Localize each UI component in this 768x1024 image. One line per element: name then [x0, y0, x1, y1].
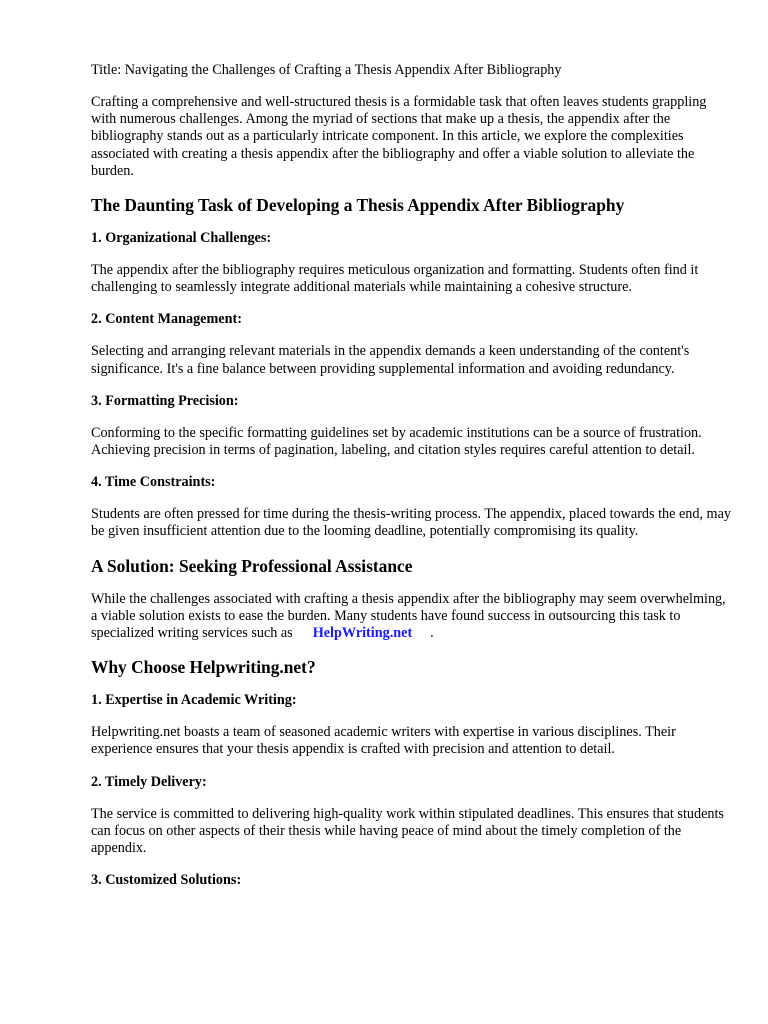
solution-trailing-period: . — [430, 625, 434, 642]
section-heading-solution: A Solution: Seeking Professional Assistance — [91, 555, 413, 576]
paragraph-formatting-precision: Conforming to the specific formatting guidelines set by academic institutions can be a source of frustration. Achieving precision in terms of pagination, labeling, and citation styles requires careful attention to detail. — [91, 424, 702, 459]
subheading-timely-delivery: 2. Timely Delivery: — [91, 773, 207, 790]
subheading-content-management: 2. Content Management: — [91, 311, 242, 328]
section-heading-why-choose: Why Choose Helpwriting.net? — [91, 657, 316, 678]
paragraph-timely-delivery: The service is committed to delivering high-quality work within stipulated deadlines. This ensures that students can focus on other aspects of their thesis while having peace of mind about the timely completion of the appendix. — [91, 805, 724, 857]
title-line: Title: Navigating the Challenges of Crafting a Thesis Appendix After Bibliography — [91, 62, 562, 78]
paragraph-organizational-challenges: The appendix after the bibliography requires meticulous organization and formatting. Students often find it challenging to seamlessly integrate additional materials while maintaining a cohesive structure. — [91, 262, 699, 296]
subheading-time-constraints: 4. Time Constraints: — [91, 474, 216, 491]
section-heading-daunting-task: The Daunting Task of Developing a Thesis Appendix After Bibliography — [91, 195, 625, 216]
subheading-customized-solutions: 3. Customized Solutions: — [91, 872, 242, 889]
paragraph-time-constraints: Students are often pressed for time during the thesis-writing process. The appendix, placed towards the end, may be given insufficient attention due to the looming deadline, potentially compromising its quality. — [91, 506, 731, 540]
document-page — [91, 62, 731, 904]
paragraph-expertise: Helpwriting.net boasts a team of seasoned academic writers with expertise in various disciplines. Their experience ensures that your thesis appendix is crafted with precision and attention to detail. — [91, 724, 676, 758]
solution-text: While the challenges associated with crafting a thesis appendix after the bibliography may seem overwhelming, a viable solution exists to ease the burden. Many students have found success in outsourcing this task to specialized writing services such as — [91, 590, 726, 642]
helpwriting-link[interactable]: HelpWriting.net — [312, 625, 413, 642]
paragraph-content-management: Selecting and arranging relevant materials in the appendix demands a keen understanding of the content's significance. It's a fine balance between providing supplemental information and avoiding redundancy. — [91, 343, 690, 377]
paragraph-solution — [91, 591, 731, 643]
subheading-expertise: 1. Expertise in Academic Writing: — [91, 692, 297, 709]
intro-paragraph: Crafting a comprehensive and well-structured thesis is a formidable task that often leaves students grappling with numerous challenges. Among the myriad of sections that make up a thesis, the appendix after the bibliography stands out as a particularly intricate component. In this article, we explore the complexities associated with creating a thesis appendix after the bibliography and offer a viable solution to alleviate the burden. — [91, 94, 707, 179]
subheading-organizational-challenges: 1. Organizational Challenges: — [91, 230, 272, 247]
subheading-formatting-precision: 3. Formatting Precision: — [91, 392, 239, 409]
